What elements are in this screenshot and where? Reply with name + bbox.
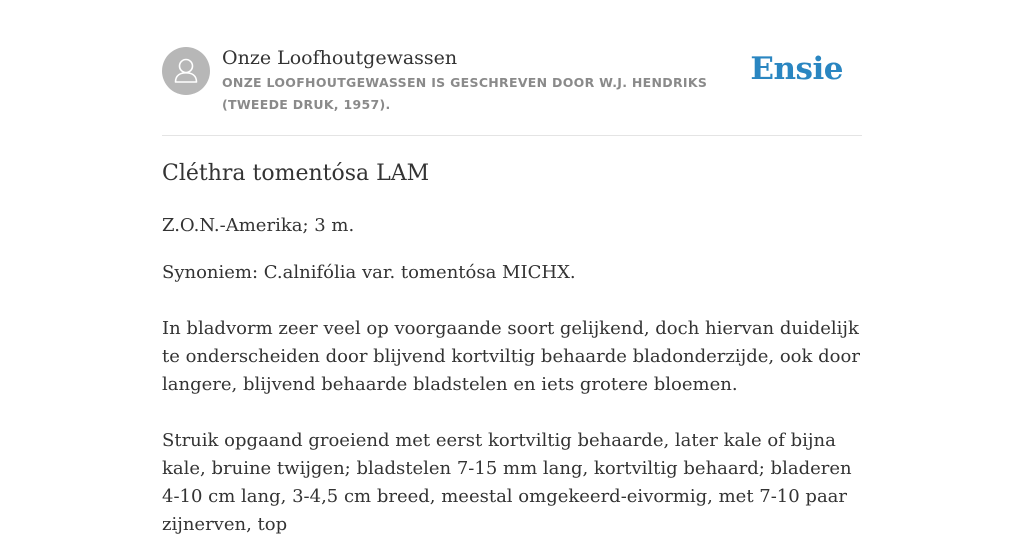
entry-paragraph-description: Struik opgaand groeiend met eerst kortviltig behaarde, later kale of bijna kale, bruine twijgen; bladstelen 7-15 mm lang, kortviltig behaard; bladeren 4-10 cm lang, 3-4,5 cm breed, meestal omgekeerd-eivormig, met 7-10 paar zijnerven, top <box>162 430 852 535</box>
user-silhouette-icon <box>162 47 210 95</box>
entry-paragraph-comparison: In bladvorm zeer veel op voorgaande soort gelijkend, doch hiervan duidelijk te onderscheiden door blijvend kortviltig behaarde bladonderzijde, ook door langere, blijvend behaarde bladstelen en iets grotere bloemen. <box>162 318 860 395</box>
source-title[interactable]: Onze Loofhoutgewassen <box>222 47 458 69</box>
page <box>162 0 862 535</box>
entry-paragraph-synonym: Synoniem: C.alnifólia var. tomentósa MICHX. <box>162 262 576 283</box>
source-avatar[interactable] <box>162 47 210 95</box>
source-header <box>162 46 862 136</box>
ensie-logo[interactable]: Ensie <box>750 51 843 87</box>
header-divider <box>162 135 862 136</box>
entry-paragraph-origin: Z.O.N.-Amerika; 3 m. <box>162 215 355 236</box>
entry-title: Cléthra tomentósa LAM <box>162 161 430 186</box>
source-description: ONZE LOOFHOUTGEWASSEN IS GESCHREVEN DOOR W.J. HENDRIKS (TWEEDE DRUK, 1957). <box>222 75 708 112</box>
